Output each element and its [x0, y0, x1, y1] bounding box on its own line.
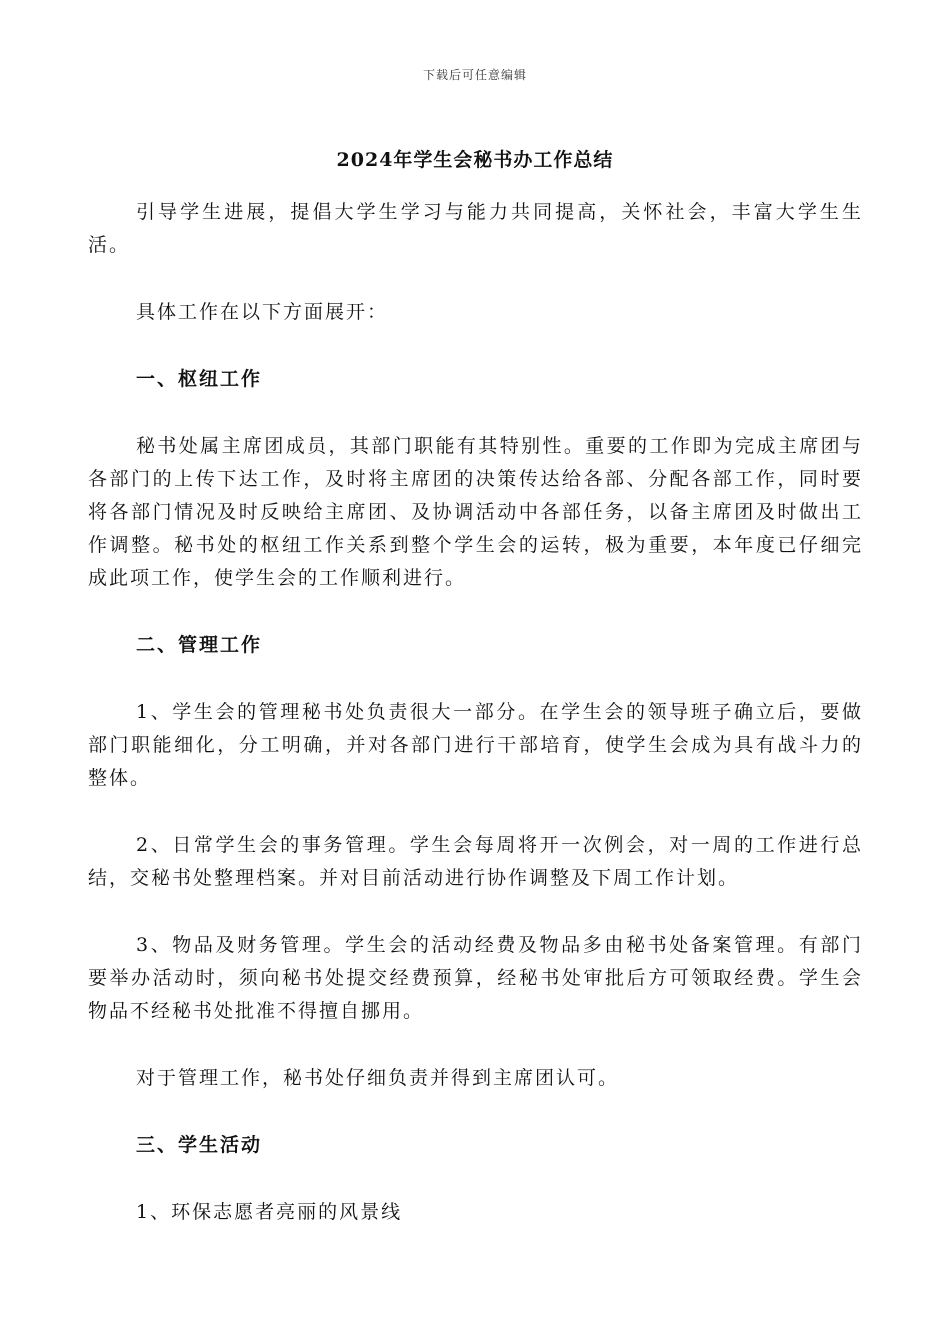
lead-paragraph: 具体工作在以下方面展开：: [136, 301, 389, 323]
management-item-3: 3、物品及财务管理。学生会的活动经费及物品多由秘书处备案管理。有部门要举办活动时，须向秘书处提交经费预算，经秘书处审批后方可领取经费。学生会物品不经秘书处批准不得擅自挪用。: [88, 934, 863, 1022]
hub-work-paragraph: 秘书处属主席团成员，其部门职能有其特别性。重要的工作即为完成主席团与各部门的上传下达工作，及时将主席团的决策传达给各部、分配各部工作，同时要将各部门情况及时反映给主席团、及协调活动中各部任务，以备主席团及时做出工作调整。秘书处的枢纽工作关系到整个学生会的运转，极为重要，本年度已仔细完成此项工作，使学生会的工作顺利进行。: [88, 435, 863, 589]
intro-paragraph: 引导学生进展，提倡大学生学习与能力共同提高，关怀社会，丰富大学生生活。: [88, 201, 863, 256]
management-item-1: 1、学生会的管理秘书处负责很大一部分。在学生会的领导班子确立后，要做部门职能细化，分工明确，并对各部门进行干部培育，使学生会成为具有战斗力的整体。: [88, 701, 863, 789]
header-note: 下载后可任意编辑: [422, 68, 527, 82]
management-conclusion: 对于管理工作，秘书处仔细负责并得到主席团认可。: [136, 1067, 620, 1089]
management-item-2: 2、日常学生会的事务管理。学生会每周将开一次例会，对一周的工作进行总结，交秘书处整理档案。并对目前活动进行协作调整及下周工作计划。: [88, 834, 863, 889]
section-heading-student-activities: 三、学生活动: [136, 1134, 263, 1156]
section-heading-management: 二、管理工作: [136, 634, 263, 656]
document-body: [88, 196, 863, 1263]
section-heading-hub-work: 一、枢纽工作: [136, 368, 263, 390]
document-title: 2024年学生会秘书办工作总结: [336, 149, 614, 171]
activities-item-1: 1、环保志愿者亮丽的风景线: [136, 1201, 403, 1223]
